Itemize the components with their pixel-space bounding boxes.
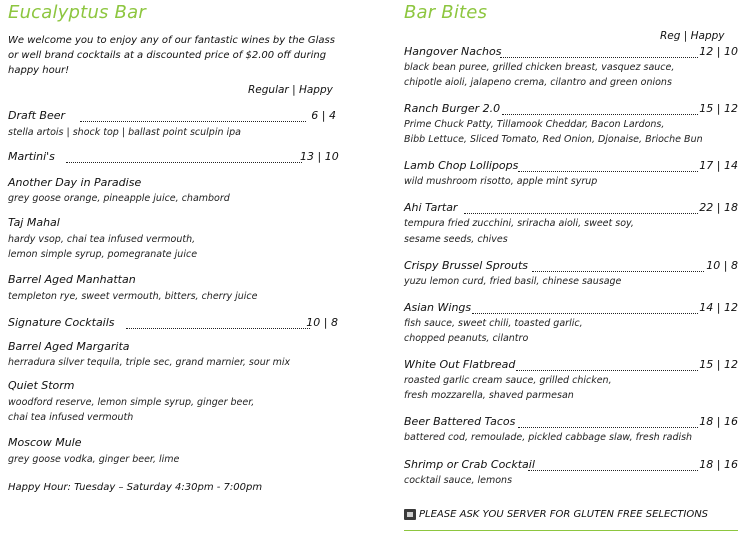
- menu-item-description: fresh mozzarella, shaved parmesan: [404, 390, 574, 401]
- menu-item-description: hardy vsop, chai tea infused vermouth,: [8, 234, 196, 245]
- menu-item-price: 10 | 8: [306, 316, 338, 329]
- dot-leader: [80, 111, 306, 122]
- menu-item-description: herradura silver tequila, triple sec, grand marnier, sour mix: [8, 357, 291, 368]
- menu-item-price: 18 | 16: [699, 415, 738, 428]
- menu-item-price: 10 | 8: [706, 259, 738, 272]
- menu-item-name: Signature Cocktails: [8, 316, 115, 329]
- dot-leader: [66, 152, 302, 163]
- menu-item-price: 6 | 4: [311, 109, 336, 122]
- menu-item-description: yuzu lemon curd, fried basil, chinese sausage: [404, 276, 622, 287]
- menu-item-description: Bibb Lettuce, Sliced Tomato, Red Onion, Djonaise, Brioche Bun: [404, 134, 703, 145]
- menu-item-name: Ahi Tartar: [404, 201, 458, 214]
- menu-item-name: Taj Mahal: [8, 216, 60, 229]
- menu-item-name: Hangover Nachos: [404, 45, 502, 58]
- menu-item-name: Barrel Aged Manhattan: [8, 273, 136, 286]
- menu-item-description: tempura fried zucchini, sriracha aioli, sweet soy,: [404, 218, 634, 229]
- happy-hour-intro: We welcome you to enjoy any of our fantastic wines by the Glass or well brand cocktails at a discounted price of $2.00 off during happy hour!: [8, 35, 335, 76]
- price-column-header: Regular | Happy: [248, 84, 333, 96]
- menu-item-name: White Out Flatbread: [404, 358, 516, 371]
- menu-item-description: roasted garlic cream sauce, grilled chicken,: [404, 375, 612, 386]
- divider: [404, 530, 738, 531]
- dot-leader: [500, 47, 698, 58]
- menu-item-name: Moscow Mule: [8, 436, 82, 449]
- menu-item-price: 13 | 10: [300, 150, 339, 163]
- menu-item-description: woodford reserve, lemon simple syrup, ginger beer,: [8, 397, 255, 408]
- bar-bites-title: Bar Bites: [404, 2, 488, 23]
- menu-item-description: stella artois | shock top | ballast point sculpin ipa: [8, 127, 241, 138]
- menu-item-name: Quiet Storm: [8, 379, 75, 392]
- menu-item-price: 17 | 14: [699, 159, 738, 172]
- menu-item-price: 14 | 12: [699, 301, 738, 314]
- menu-item-name: Barrel Aged Margarita: [8, 340, 130, 353]
- menu-item-price: 15 | 12: [699, 102, 738, 115]
- menu-item-name: Beer Battered Tacos: [404, 415, 516, 428]
- dot-leader: [528, 460, 698, 471]
- menu-item-price: 18 | 16: [699, 458, 738, 471]
- bar-menu-title: Eucalyptus Bar: [8, 2, 146, 23]
- menu-item-name: Draft Beer: [8, 109, 66, 122]
- gluten-free-notice: PLEASE ASK YOU SERVER FOR GLUTEN FREE SELECTIONS: [419, 509, 709, 520]
- menu-item-description: wild mushroom risotto, apple mint syrup: [404, 176, 598, 187]
- menu-item-name: Ranch Burger 2.0: [404, 102, 501, 115]
- menu-item-price: 15 | 12: [699, 358, 738, 371]
- menu-item-name: Crispy Brussel Sprouts: [404, 259, 529, 272]
- happy-hour-times: Happy Hour: Tuesday – Saturday 4:30pm - 7:00pm: [8, 482, 263, 493]
- menu-item-description: fish sauce, sweet chili, toasted garlic,: [404, 318, 583, 329]
- dot-leader: [532, 261, 704, 272]
- menu-item-name: Shrimp or Crab Cocktail: [404, 458, 535, 471]
- menu-item-description: grey goose orange, pineapple juice, chambord: [8, 193, 230, 204]
- menu-item-price: 12 | 10: [699, 45, 738, 58]
- dot-leader: [518, 161, 698, 172]
- dot-leader: [126, 318, 310, 329]
- menu-item-description: cocktail sauce, lemons: [404, 475, 513, 486]
- dot-leader: [516, 360, 698, 371]
- dot-leader: [518, 417, 698, 428]
- menu-item-description: chai tea infused vermouth: [8, 412, 134, 423]
- menu-item-name: Asian Wings: [404, 301, 472, 314]
- dot-leader: [464, 203, 698, 214]
- menu-item-description: battered cod, remoulade, pickled cabbage slaw, fresh radish: [404, 432, 693, 443]
- menu-item-name: Lamb Chop Lollipops: [404, 159, 519, 172]
- price-column-header: Reg | Happy: [660, 30, 725, 42]
- menu-item-description: chopped peanuts, cilantro: [404, 333, 529, 344]
- menu-item-description: Prime Chuck Patty, Tillamook Cheddar, Bacon Lardons,: [404, 119, 665, 130]
- menu-item-description: chipotle aioli, jalapeno crema, cilantro and green onions: [404, 77, 672, 88]
- menu-item-name: Martini's: [8, 150, 55, 163]
- menu-item-description: sesame seeds, chives: [404, 234, 508, 245]
- gluten-free-icon: [404, 509, 416, 520]
- menu-item-price: 22 | 18: [699, 201, 738, 214]
- menu-item-description: templeton rye, sweet vermouth, bitters, cherry juice: [8, 291, 258, 302]
- dot-leader: [472, 303, 698, 314]
- menu-item-description: grey goose vodka, ginger beer, lime: [8, 454, 180, 465]
- dot-leader: [502, 104, 698, 115]
- menu-item-description: lemon simple syrup, pomegranate juice: [8, 249, 198, 260]
- menu-item-name: Another Day in Paradise: [8, 176, 142, 189]
- menu-item-description: black bean puree, grilled chicken breast, vasquez sauce,: [404, 62, 675, 73]
